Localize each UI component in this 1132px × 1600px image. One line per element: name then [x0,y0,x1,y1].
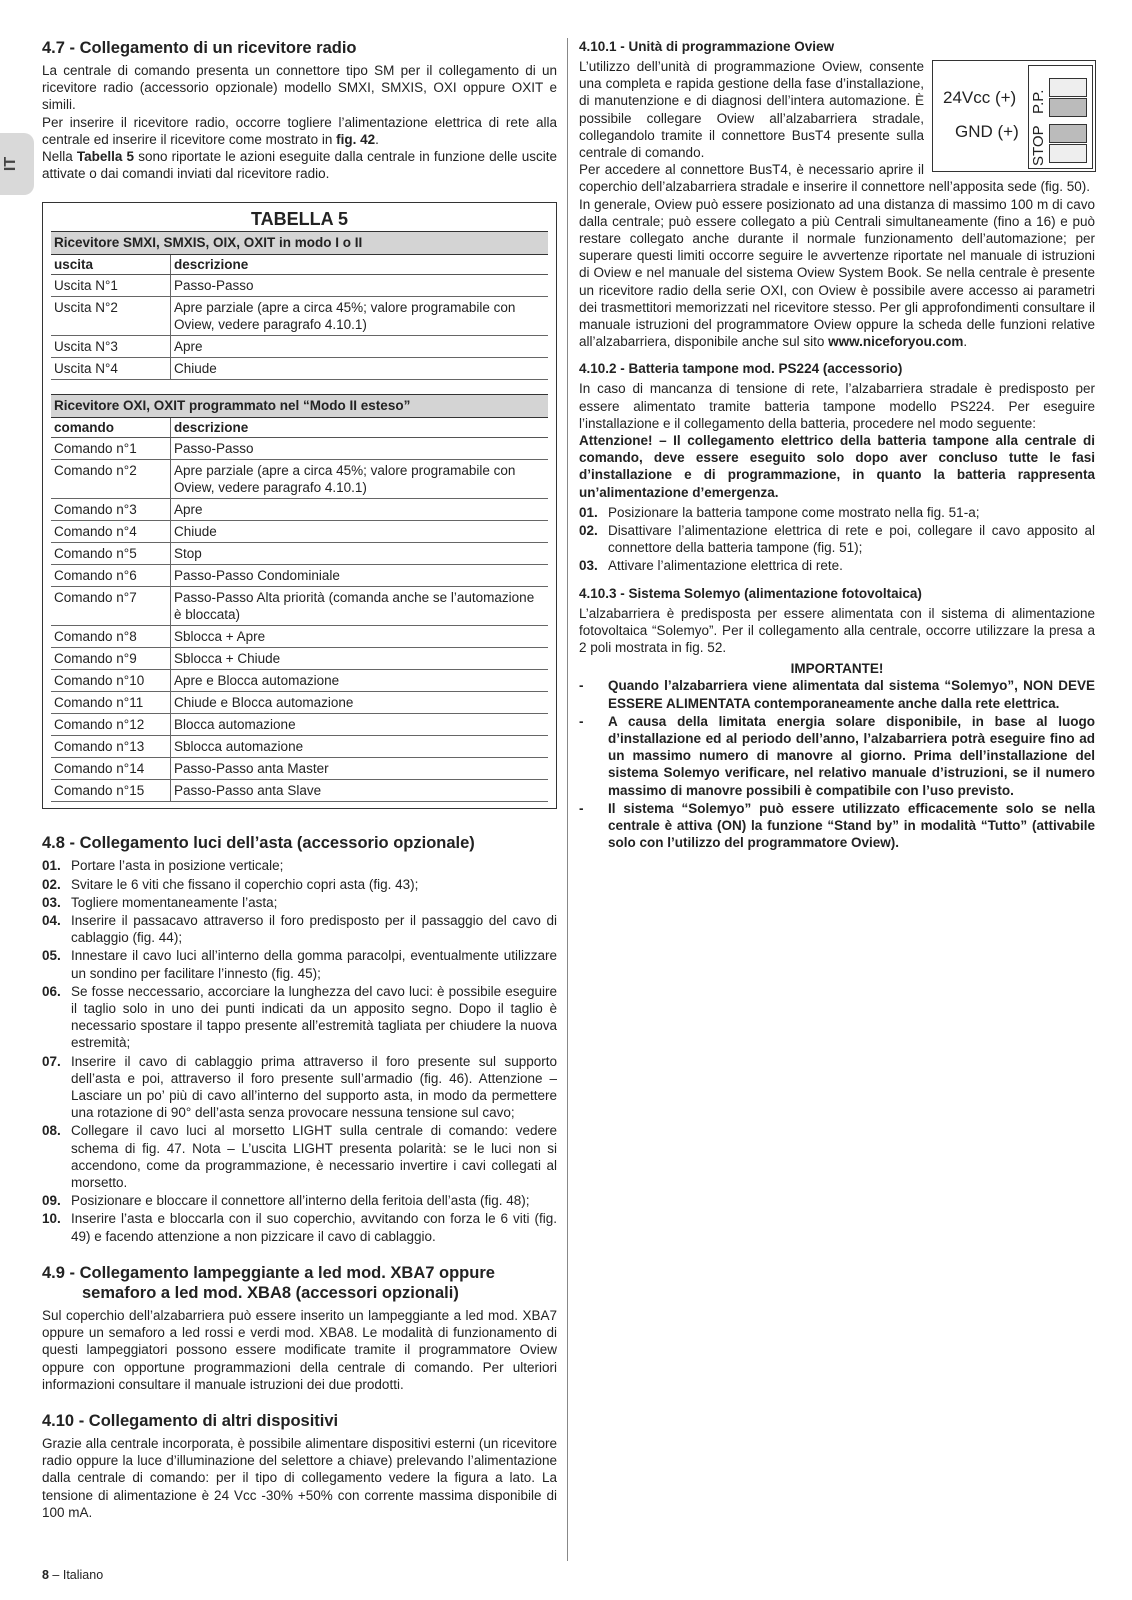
table-cell: Uscita N°1 [51,275,171,297]
table-cell: Comando n°10 [51,670,171,692]
section-4-9-title: 4.9 - Collegamento lampeggiante a led mod. XBA7 oppure semaforo a led mod. XBA8 (accessori opzionali) [42,1263,495,1302]
table-cell: Comando n°6 [51,565,171,587]
list-item: - A causa della limitata energia solare disponibile, in base al luogo d’installazione ed al periodo dell’anno, l’alzabarriera potrà eseguire fino ad un massimo numero di manovre al giorno. Prima dell’installazione del sistema Solemyo verificare, nel relativo manuale d’istruzioni, se il numero massimo di manovre possibili è compatibile con l’uso previsto. [579,713,1095,798]
table-cell: Uscita N°4 [51,358,171,380]
section-4-10-1-para-3: In generale, Oview può essere posizionato ad una distanza di massimo 100 m di cavo dalla centrale; può essere collegato a più Centrali simultaneamente (fino a 16) e può restare collegato anche durante il normale funzionamento dell’automazione; per superare questi limiti occorre seguire le avvertenze riportate nel manuale di istruzioni di Oview e nel manuale del sistema Oview System Book. Se nella centrale è presente un ricevitore radio della serie OXI, con Oview è possibile avere accesso ai parametri dei trasmettitori memorizzati nel ricevitore stesso. Per gli approfondimenti consultare il manuale istruzioni del programmatore Oview oppure la scheda delle funzioni relative all’alzabarriera, disponibile anche sul sito www.niceforyou.com. [579,196,1095,350]
table-cell: Chiude [171,358,549,380]
list-item: 01. Portare l’asta in posizione verticale; [42,858,284,874]
table-cell: Comando n°5 [51,543,171,565]
table-row [51,736,548,758]
table-row [51,626,548,648]
table-cell: Passo-Passo [171,438,549,460]
table-5-outputs [51,255,548,380]
figure-label-24vcc: 24Vcc (+) [943,88,1017,107]
table-cell: Comando n°4 [51,521,171,543]
list-item: 01. Posizionare la batteria tampone come mostrato nella fig. 51-a; [579,504,980,520]
table-cell: Comando n°13 [51,736,171,758]
section-4-7-para-3: Nella Tabella 5 sono riportate le azioni eseguite dalla centrale in funzione delle uscite attivate o dai comandi inviati dal ricevitore radio. [42,149,558,182]
table-header-cell: comando [51,418,171,438]
section-4-10-para: Grazie alla centrale incorporata, è possibile alimentare dispositivi esterni (un ricevitore radio oppure la luce d’illuminazione del selettore a chiave) prelevando l’alimentazione dalla centrale di comando: per il tipo di collegamento vedere la figura a lato. La tensione di alimentazione è 24 Vcc -30% +50% con corrente massima disponibile di 100 mA. [42,1435,557,1520]
language-tab [0,133,34,195]
list-item: 02. Disattivare l’alimentazione elettrica di rete e poi, collegare il cavo apposito al connettore della batteria tampone (fig. 51); [579,523,1095,556]
list-item: 03. Togliere momentaneamente l’asta; [42,894,278,910]
list-item: 09. Posizionare e bloccare il connettore all’interno della feritoia dell’asta (fig. 48); [42,1193,530,1209]
table-cell: Passo-Passo Alta priorità (comanda anche se l’automazione è bloccata) [171,587,549,626]
table-row [51,587,548,626]
terminal-pin [1049,98,1087,117]
list-item: 10. Inserire l’asta e bloccarla con il suo coperchio, avvitando con forza le 6 viti (fig. 49) e facendo attenzione a non pizzicare il cavo di cablaggio. [42,1211,557,1244]
table-cell: Apre [171,336,549,358]
section-4-10-3-title: 4.10.3 - Sistema Solemyo (alimentazione fotovoltaica) [579,585,922,601]
list-item: 03. Attivare l’alimentazione elettrica di rete. [579,558,843,574]
table-cell: Comando n°9 [51,648,171,670]
right-column [579,38,1095,852]
table-cell: Apre parziale (apre a circa 45%; valore programabile con Oview, vedere paragrafo 4.10.1) [171,460,549,499]
table-row [51,358,548,380]
section-4-7-para-1: La centrale di comando presenta un connettore tipo SM per il collegamento di un ricevitore radio (accessorio opzionale) modello SMXI, SMXIS, OXI oppure OXIT e simili. [42,63,557,113]
language-tab-label: IT [2,156,20,172]
section-4-10-title: 4.10 - Collegamento di altri dispositivi [42,1411,339,1430]
table-row [51,297,548,336]
table-cell: Chiude [171,521,549,543]
table-row [51,565,548,587]
table-row [51,460,548,499]
figure-label-stop: STOP [1030,125,1047,166]
section-4-9 [42,1263,557,1393]
section-4-10-3-bullets [579,677,1095,851]
table-row [51,543,548,565]
section-4-8 [42,833,557,1244]
section-4-10-2-para: In caso di mancanza di tensione di rete, l’alzabarriera stradale è predisposto per essere alimentato tramite batteria tampone modello PS224. Per eseguire l’installazione e il collegamento della batteria, procedere nel modo seguente: [579,381,1095,431]
figure-label-gnd: GND (+) [955,122,1019,141]
page-number: 8 [42,1568,49,1582]
table-cell: Comando n°1 [51,438,171,460]
section-4-9-para: Sul coperchio dell’alzabarriera può essere inserito un lampeggiante a led mod. XBA7 oppure un semaforo a led rossi e verdi mod. XBA8. Le modalità di funzionamento di questi lampeggiatori possono essere modificate tramite il programmatore Oview oppure con opportune programmazioni della centrale di comando. Per ulteriori informazioni consultare il manuale istruzioni dei due prodotti. [42,1307,557,1392]
section-4-10-2-steps [579,504,1095,575]
table-cell: Comando n°15 [51,780,171,802]
list-item: 04. Inserire il passacavo attraverso il foro predisposto per il passaggio del cavo di cablaggio (fig. 44); [42,913,557,946]
important-heading: IMPORTANTE! [790,661,884,677]
figure-label-pp: P.P. [1030,89,1047,114]
section-4-8-steps [42,857,557,1244]
table-cell: Comando n°14 [51,758,171,780]
section-4-8-title: 4.8 - Collegamento luci dell’asta (accessorio opzionale) [42,834,475,853]
table-5-commands [51,418,548,802]
table-cell: Comando n°2 [51,460,171,499]
table-row [51,670,548,692]
list-item: 02. Svitare le 6 viti che fissano il coperchio copri asta (fig. 43); [42,876,419,892]
table-row [51,336,548,358]
table-cell: Passo-Passo Condominiale [171,565,549,587]
table-cell: Uscita N°3 [51,336,171,358]
table-row [51,648,548,670]
table-cell: Passo-Passo [171,275,549,297]
table-cell: Uscita N°2 [51,297,171,336]
table-cell: Passo-Passo anta Slave [171,780,549,802]
table-cell: Apre [171,499,549,521]
wiring-figure-frame [932,60,1096,172]
table-cell: Comando n°8 [51,626,171,648]
table-5-title: TABELLA 5 [251,209,348,230]
section-4-10-2 [579,360,1095,574]
table-row [51,714,548,736]
column-divider [567,38,568,1561]
table-header-cell: descrizione [171,255,549,275]
table-cell: Chiude e Blocca automazione [171,692,549,714]
table-header-cell: descrizione [171,418,549,438]
section-4-10-3-para: L’alzabarriera è predisposta per essere alimentata con il sistema di alimentazione fotovoltaica “Solemyo”. Per il collegamento alla centrale, occorre utilizzare la presa a 2 poli mostrata in fig. 52. [579,605,1095,656]
table-cell: Sblocca + Chiude [171,648,549,670]
table-5 [42,202,557,809]
table-cell: Comando n°3 [51,499,171,521]
table-cell: Apre parziale (apre a circa 45%; valore programabile con Oview, vedere paragrafo 4.10.1) [171,297,549,336]
table-cell: Passo-Passo anta Master [171,758,549,780]
terminal-pin [1049,144,1087,163]
list-item: 05. Innestare il cavo luci all’interno della gomma paracolpi, eventualmente utilizzare un sondino per facilitare l’innesto (fig. 45); [42,948,557,981]
list-item: 08. Collegare il cavo luci al morsetto LIGHT sulla centrale di comando: vedere schema di fig. 47. Nota – L’uscita LIGHT presenta polarità: se le luci non si accendono, come da programmazione, è necessario invertire i cavi collegati al morsetto. [42,1123,557,1191]
table-5-subheader-1: Ricevitore SMXI, SMXIS, OIX, OXIT in modo I o II [51,231,548,255]
list-item: - Il sistema “Solemyo” può essere utilizzato efficacemente solo se nella centrale è attiva (ON) la funzione “Stand by” in modalità “Tutto” (attivabile solo con l’utilizzo del programmatore Oview). [579,800,1095,851]
table-cell: Sblocca + Apre [171,626,549,648]
table-cell: Comando n°11 [51,692,171,714]
list-item: 07. Inserire il cavo di cablaggio prima attraverso il foro presente sul supporto dell’asta e poi, attraverso il foro presente sull’armadio (fig. 46). Attenzione – Lasciare un po’ più di cavo all’interno del supporto asta, in modo da permettere una rotazione di 90° dell’asta senza provocare nessuna tensione sul cavo; [42,1053,557,1121]
section-4-10-2-warning: Attenzione! – Il collegamento elettrico della batteria tampone alla centrale di comando, deve essere eseguito solo dopo aver concluso tutte le fasi d’installazione e di programmazione, in quanto la batteria rappresenta un’alimentazione d’emergenza. [579,433,1095,500]
table-cell: Blocca automazione [171,714,549,736]
section-4-7-title: 4.7 - Collegamento di un ricevitore radio [42,39,357,57]
section-4-10-1-para-2: Per accedere al connettore BusT4, è necessario aprire il coperchio dell’alzabarriera stradale e inserire il connettore nell’apposita sede (fig. 50). [579,162,1091,195]
table-cell: Sblocca automazione [171,736,549,758]
table-cell: Apre e Blocca automazione [171,670,549,692]
section-4-10-2-title: 4.10.2 - Batteria tampone mod. PS224 (accessorio) [579,361,903,377]
table-row [51,521,548,543]
table-5-subheader-2: Ricevitore OXI, OXIT programmato nel “Modo II esteso” [51,394,548,418]
table-row [51,780,548,802]
page-footer: 8 – Italiano [42,1568,104,1582]
table-row [51,438,548,460]
table-cell: Comando n°7 [51,587,171,626]
table-row [51,499,548,521]
wiring-figure [932,58,1098,172]
left-column [42,38,557,1521]
table-header-cell: uscita [51,255,171,275]
list-item: 06. Se fosse neccessario, accorciare la lunghezza del cavo luci: è possibile eseguire il taglio solo in uno dei punti indicati da un apposito segno. Dopo il taglio è necessario spostare il tappo presente all’estremità tagliata per chiudere la nuova estremità; [42,983,557,1051]
section-4-10-1-title: 4.10.1 - Unità di programmazione Oview [579,39,835,54]
table-row [51,275,548,297]
table-row [51,692,548,714]
table-row [51,758,548,780]
section-4-10 [42,1411,557,1521]
list-item: - Quando l’alzabarriera viene alimentata dal sistema “Solemyo”, NON DEVE ESSERE ALIMENTATA contemporaneamente anche dalla rete elettrica. [579,678,1095,711]
terminal-pin [1049,78,1087,97]
terminal-pin [1049,124,1087,143]
table-cell: Comando n°12 [51,714,171,736]
section-4-10-3 [579,585,1095,852]
section-4-10-1-para-1: L’utilizzo dell’unità di programmazione Oview, consente una completa e rapida gestione della fase d’installazione, di manutenzione e di diagnosi dell’intera automazione. È possibile collegare Oview all’alzabarriera stradale, collegandolo tramite il connettore BusT4 presente sulla centrale di comando. [579,59,924,161]
terminal-connector [1028,65,1093,169]
table-cell: Stop [171,543,549,565]
section-4-7-para-2: Per inserire il ricevitore radio, occorre togliere l’alimentazione elettrica di rete alla centrale ed inserire il ricevitore come mostrato in fig. 42. [42,114,557,147]
footer-language: Italiano [62,1568,104,1582]
